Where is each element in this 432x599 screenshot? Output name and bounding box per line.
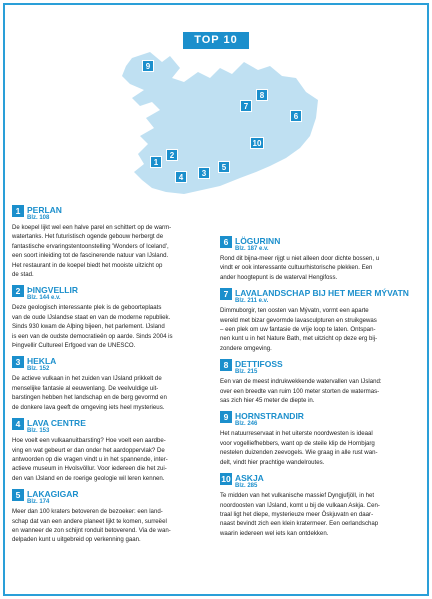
entry-text: Dimmuborgir, ten oosten van Mývatn, vormt een aparte wereld met bizar gevormde lavasculpturen en struikgewas – een plek om uw fantasie de vrije loop te laten. Ontspan- nen kunt u in het Nature Bath, met uitzicht op deze erg bij- zondere omgeving.: [220, 307, 378, 352]
entry-text: De actieve vulkaan in het zuiden van IJsland prikkelt de menselijke fantasie al eeuwenlang. De veelvuldige uit- barstingen hebben het landschap en de berg gevormd en de donkere lava geeft de omgeving iets heel mysterieus.: [12, 375, 167, 411]
map-pin-7: 7: [240, 100, 252, 112]
entry-lava-centre: [12, 418, 208, 483]
entry-logurinn: [220, 236, 420, 282]
entry-askja: [220, 473, 420, 538]
map-pin-2: 2: [166, 149, 178, 161]
entry-lakagigar: [12, 489, 208, 545]
entry-dettifoss: [220, 359, 420, 405]
entry-page-ref: Blz. 153: [27, 428, 50, 435]
entry-page-ref: Blz. 174: [27, 499, 50, 506]
left-column: [12, 205, 208, 551]
entry-myvatn: [220, 288, 420, 353]
entry-number: 4: [12, 418, 24, 430]
entry-hornstrandir: [220, 411, 420, 467]
entry-number: 3: [12, 356, 24, 368]
entry-text: Een van de meest indrukwekkende watervallen van IJsland: over een breedte van ruim 100 meter storten de watermas- sas zich hier 45 meter de diepte in.: [220, 378, 382, 405]
entry-title: HEKLA: [27, 356, 57, 367]
entry-page-ref: Blz. 108: [27, 215, 50, 221]
entry-page-ref: Blz. 152: [27, 366, 50, 373]
entry-number: 2: [12, 285, 24, 297]
entry-number: 5: [12, 489, 24, 501]
entry-page-ref: Blz. 187 e.v.: [235, 246, 269, 252]
entry-text: De koepel lijkt wel een halve parel en schittert op de warm- watertanks. Het futuristisch ogende gebouw herbergt de fantastische ervaringstentoonstelling 'Wonders of Iceland', een soort inleiding tot de fascinerende natuur van IJsland. Het restaurant in de koepel biedt het mooiste uitzicht op de stad.: [12, 224, 172, 279]
map-pin-6: 6: [290, 110, 302, 122]
map-pin-9: 9: [142, 60, 154, 72]
entry-text: Het natuurreservaat in het uiterste noordwesten is ideaal voor vogelliefhebbers, want op de steile klip de Hornbjarg nestelen duizenden zeevogels. Wie graag in alle rust wan- delt, vindt hier prachtige wandelroutes.: [220, 430, 378, 466]
entry-text: Deze geologisch interessante plek is de geboorteplaats van de oude IJslandse staat en van de moderne republiek. Sinds 930 kwam de Alþing bijeen, het parlement. IJsland is een van de oudste democratieën op aarde. Sinds 2004 is Þingvellir Cultureel Erfgoed van de UNESCO.: [12, 304, 173, 350]
entry-title: LAVALANDSCHAP BIJ HET MEER MÝVATN: [235, 288, 409, 299]
entry-text: Te midden van het vulkanische massief Dyngjufjöll, in het noordoosten van IJsland, komt u bij de vulkaan Askja. Cen- traal ligt het diepe, mysterieuze meer Öskjuvatn en daar- naast bevindt zich een klein kratermeer. Een oerlandschap waarin iedereen wel iets kan ontdekken.: [220, 492, 380, 537]
entry-thingvellir: [12, 285, 208, 350]
entry-title: LAVA CENTRE: [27, 418, 86, 429]
entry-number: 1: [12, 205, 24, 217]
entry-perlan: [12, 205, 208, 279]
entry-page-ref: Blz. 285: [235, 483, 258, 490]
entry-title: LAKAGIGAR: [27, 489, 79, 500]
map-pin-1: 1: [150, 156, 162, 168]
entry-text: Hoe voelt een vulkaanuitbarsting? Hoe voelt een aardbe- ving en wat gebeurt er dan onder het aardoppervlak? De antwoorden op die vragen vindt u in het spannende, inter- actieve museum in Hvolsvöllur. Voor iedereen die het zui- den van IJsland en de roerige geologie wil leren kennen.: [12, 437, 168, 482]
entry-text: Meer dan 100 kraters betoveren de bezoeker: een land- schap dat van een andere planeet lijkt te komen, surreëel en wanneer de zon schijnt ronduit betoverend. Via de wan- delpaden kunt u uitgebreid op verkenning gaan.: [12, 508, 171, 544]
entry-page-ref: Blz. 215: [235, 369, 258, 376]
entry-number: 6: [220, 236, 232, 248]
entry-page-ref: Blz. 246: [235, 421, 258, 428]
entry-number: 8: [220, 359, 232, 371]
entry-title: LÖGURINN: [235, 236, 281, 246]
entry-title: PERLAN: [27, 205, 62, 215]
entry-title: HORNSTRANDIR: [235, 411, 304, 422]
top10-badge: TOP 10: [183, 32, 249, 49]
entry-title: ASKJA: [235, 473, 264, 484]
map-pin-10: 10: [250, 137, 264, 149]
entry-number: 10: [221, 474, 231, 485]
entry-number: 7: [220, 288, 232, 300]
entry-page-ref: Blz. 144 e.v.: [27, 295, 61, 302]
entry-text: Rond dit bijna-meer rijgt u niet alleen door dichte bossen, u vindt er ook interessante cultuurhistorische plekken. Een ander hoogtepunt is de waterval Hengifoss.: [220, 255, 380, 281]
iceland-map: [110, 48, 325, 200]
entry-number: 9: [220, 411, 232, 423]
map-pin-5: 5: [218, 161, 230, 173]
map-pin-3: 3: [198, 167, 210, 179]
entry-title: ÞINGVELLIR: [27, 285, 79, 296]
map-pin-4: 4: [175, 171, 187, 183]
right-column: [220, 236, 420, 544]
entry-hekla: [12, 356, 208, 412]
map-pin-8: 8: [256, 89, 268, 101]
entry-title: DETTIFOSS: [235, 359, 283, 370]
entry-page-ref: Blz. 211 e.v.: [235, 298, 269, 305]
